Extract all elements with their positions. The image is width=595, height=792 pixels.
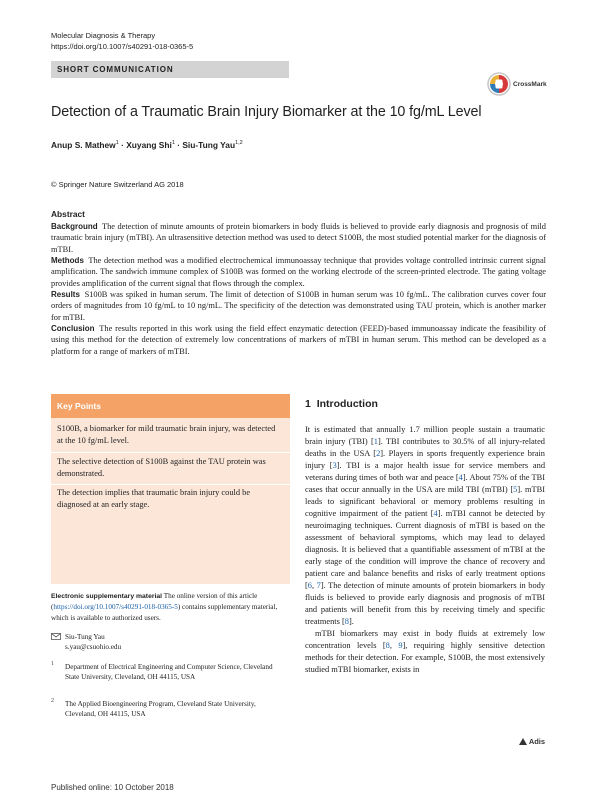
- author-affiliation-mark: 1,2: [235, 140, 243, 146]
- crossmark-label: CrossMark: [513, 81, 547, 88]
- background-label: Background: [51, 222, 98, 231]
- correspondence: [65, 632, 280, 653]
- author-separator: ·: [118, 140, 127, 150]
- conclusion-text: The results reported in this work using the field effect enzymatic detection (FEED)-based immunoassay indicate the feasibility of using this method for the detection of extremely low concentrations of markers of mTBI in human serum. This method can be developed as a platform for a range of markers of mTBI.: [51, 324, 546, 356]
- abstract-body: [51, 221, 546, 357]
- esm-link[interactable]: https://doi.org/10.1007/s40291-018-0365-5: [53, 603, 178, 612]
- conclusion-label: Conclusion: [51, 324, 95, 334]
- key-points-divider: [51, 452, 290, 453]
- introduction-heading: [305, 398, 378, 410]
- citation-link[interactable]: 9: [398, 641, 403, 650]
- key-point-item: The selective detection of S100B against the TAU protein was demonstrated.: [57, 457, 266, 478]
- affiliation-number: 2: [51, 698, 54, 704]
- paragraph-text: ], requiring highly sensitive detection methods for their detection. For example, S100B, the most extensively studied mTBI biomarker, exists in: [305, 641, 545, 674]
- paragraph-text: ]. About 75% of the TBI cases that occur annually in the USA are mild TBI (mTBI) [: [305, 473, 545, 494]
- section-label: SHORT COMMUNICATION: [57, 65, 174, 74]
- affiliation-number: 1: [51, 661, 54, 667]
- results-text: S100B was spiked in human serum. The limit of detection of S100B in human serum was 10 fg/mL. The calibration curves cover four orders of magnitudes from 10 fg/mL to 10 ng/mL. The specificity of the detection was demonstrated using TAU protein, which is another marker for mTBI.: [51, 290, 546, 322]
- citation-link[interactable]: 7: [316, 581, 321, 590]
- paragraph-text: ]. The detection of minute amounts of protein biomarkers in body fluids is believed to provide early diagnosis and prognosis of mTBI and patients will benefit from this by receiving timely and specific treatments [: [305, 581, 546, 626]
- paragraph-text: ]. TBI contributes to 30.5% of all injury-related deaths in the USA [: [305, 437, 545, 458]
- doi-link[interactable]: https://doi.org/10.1007/s40291-018-0365-5: [51, 42, 194, 51]
- heading-number: 1: [305, 398, 311, 410]
- correspondence-email[interactable]: s.yau@csuohio.edu: [65, 643, 122, 652]
- background-text: The detection of minute amounts of protein biomarkers in body fluids is believed to provide early diagnosis and prognosis of mild traumatic brain injury (mTBI). An ultrasensitive detection method was used to detect S100B, the most studied potential marker for the diagnosis of mTBI.: [51, 222, 546, 254]
- paragraph-text: ,: [311, 581, 317, 590]
- citation-link[interactable]: 8: [385, 641, 390, 650]
- author-name[interactable]: Xuyang Shi: [126, 140, 172, 150]
- esm-text-before: The online version of this article (: [51, 592, 258, 612]
- publisher-name: Adis: [528, 737, 546, 746]
- introduction-body: [305, 424, 545, 676]
- paragraph-text: mTBI biomarkers may exist in body fluids at extremely low concentration levels [: [305, 629, 545, 650]
- esm-note: [51, 591, 279, 623]
- esm-text-after: ) contains supplementary material, which is available to authorized users.: [51, 603, 278, 622]
- esm-label: Electronic supplementary material: [51, 593, 163, 600]
- citation-link[interactable]: 4: [458, 473, 463, 482]
- abstract-heading: Abstract: [51, 209, 85, 219]
- methods-text: The detection method was a modified electrochemical immunoassay technique that provides voltage controlled intrinsic current signal amplification. The sandwich immune complex of S100B was formed on the working electrode of the screen-printed electrode. The gating voltage provides amplification of the current signal that flows through the complex.: [51, 256, 546, 288]
- introduction-paragraph: [305, 628, 545, 676]
- introduction-paragraph: [305, 424, 545, 628]
- paragraph-text: ]. mTBI leads to significant behavioral or memory problems resulting in cognitive impairment of the patient [: [305, 485, 545, 518]
- heading-text: Introduction: [316, 398, 378, 410]
- adis-logo-icon: [519, 738, 527, 745]
- key-points-title: Key Points: [57, 401, 101, 411]
- paragraph-text: ].: [348, 617, 354, 626]
- key-point-item: S100B, a biomarker for mild traumatic brain injury, was detected at the 10 fg/mL level.: [57, 424, 276, 445]
- article-title: Detection of a Traumatic Brain Injury Biomarker at the 10 fg/mL Level: [51, 104, 482, 120]
- citation-link[interactable]: 5: [513, 485, 518, 494]
- key-points-divider: [51, 484, 290, 485]
- citation-link[interactable]: 1: [373, 437, 378, 446]
- affiliation-text: Department of Electrical Engineering and Computer Science, Cleveland State University, Cleveland, OH 44115, USA: [65, 663, 273, 682]
- paragraph-text: ]. mTBI cannot be detected by neuroimaging techniques. Current diagnosis of mTBI is based on the assessment of behavioral symptoms, which may lead to delayed diagnosis. It is believed that a quantifiable assessment of mTBI at the early stage of the condition will improve the chance of recovery and patient care and balance benefits and risks of early treatment options [: [305, 509, 546, 590]
- authors: [51, 140, 243, 150]
- author-separator: ·: [174, 140, 183, 150]
- citation-link[interactable]: 6: [307, 581, 312, 590]
- paragraph-text: ,: [389, 641, 399, 650]
- correspondence-name: Siu-Tung Yau: [65, 633, 105, 641]
- author-name[interactable]: Siu-Tung Yau: [182, 140, 236, 150]
- paragraph-text: ]. TBI is a major health issue for service members and veterans during times of both war and peace [: [305, 461, 546, 482]
- paragraph-text: ]. Players in sports frequently experience brain injury [: [305, 449, 545, 470]
- key-point-item: The detection implies that traumatic brain injury could be diagnosed at an early stage.: [57, 488, 251, 509]
- publisher-logo: [519, 737, 545, 746]
- citation-link[interactable]: 3: [332, 461, 337, 470]
- methods-label: Methods: [51, 256, 84, 266]
- paragraph-text: It is estimated that annually 1.7 million people sustain a traumatic brain injury (TBI) [: [305, 425, 545, 446]
- affiliation-text: The Applied Bioengineering Program, Cleveland State University, Cleveland, OH 44115, USA: [65, 700, 256, 719]
- journal-name: Molecular Diagnosis & Therapy: [51, 31, 156, 40]
- envelope-icon: [51, 633, 61, 640]
- copyright: © Springer Nature Switzerland AG 2018: [51, 180, 184, 189]
- results-label: Results: [51, 290, 80, 300]
- author-affiliation-mark: 1: [115, 140, 119, 146]
- published-online: Published online: 10 October 2018: [51, 783, 174, 792]
- journal-info: [51, 30, 193, 52]
- author-affiliation-mark: 1: [171, 140, 175, 146]
- author-name[interactable]: Anup S. Mathew: [51, 140, 116, 150]
- citation-link[interactable]: 2: [376, 449, 381, 458]
- citation-link[interactable]: 4: [433, 509, 438, 518]
- citation-link[interactable]: 8: [344, 617, 349, 626]
